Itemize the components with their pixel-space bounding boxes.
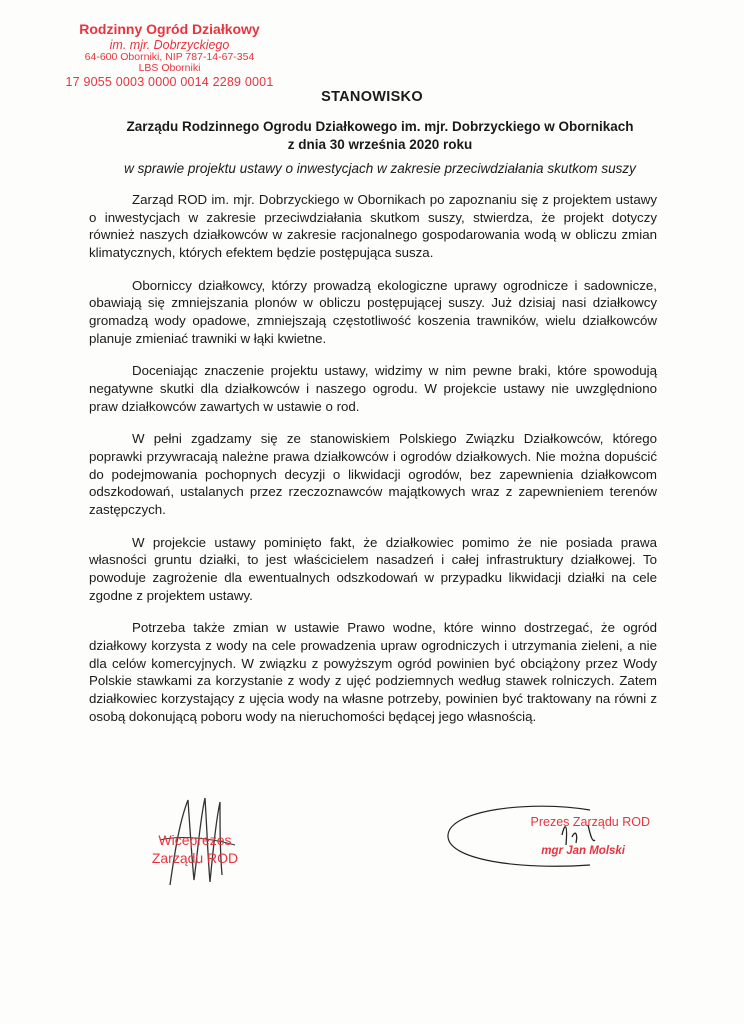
paragraph: Potrzeba także zmian w ustawie Prawo wodne, które winno dostrzegać, że ogród działkowy korzysta z wody na cele prowadzenia upraw ogrodniczych i utrzymania zieleni, a nie dla celów komercyjnych. W związku z powyższym ogród powinien być obciążony przez Wody Polskie stawkami za korzystanie z wody z ujęć podziemnych według stawek rolniczych. Zatem działkowiec korzystający z ujęcia wody na własne potrzeby, powinien być traktowany na równi z osobą dokonującą poboru wody na nieruchomości będącej jego własnością. [89,620,657,724]
stamp-bank: LBS Oborniki [138,62,201,75]
subtitle-line-1: Zarządu Rodzinnego Ogrodu Działkowego im. mjr. Dobrzyckiego w Obornikach [126,119,634,134]
paragraph: Doceniając znaczenie projektu ustawy, widzimy w nim pewne braki, które spowodują negatywne skutki dla działkowców i naszego ogrodu. W projekcie ustawy nie uwzględniono praw działkowców zawartych w ustawie o rod. [89,363,657,414]
stamp-address: 64-600 Oborniki, NIP 787-14-67-354 [84,50,255,63]
subtitle-line-2: z dnia 30 września 2020 roku [287,136,473,152]
vice-president-line-2: Zarządu ROD [151,849,239,866]
president-name: mgr Jan Molski [541,845,625,857]
paragraph: W pełni zgadzamy się ze stanowiskiem Polskiego Związku Działkowców, którego poprawki przywracają należne prawa działkowców i ogrodów działkowych. Nie można dopuścić do podejmowania pochopnych decyzji o likwidacji ogrodów, bez zapewnienia działkowcom odszkodowań, ustalanych przez rzeczoznawców majątkowych wraz z zapewnieniem terenów zastępczych. [89,431,657,518]
stamp-patron: im. mjr. Dobrzyckiego [109,37,230,52]
president-title: Prezes Zarządu ROD [530,815,650,829]
president-handwritten-signature [440,795,690,890]
paragraph: Zarząd ROD im. mjr. Dobrzyckiego w Obornikach po zapoznaniu się z projektem ustawy o inwestycjach w zakresie przeciwdziałania skutkom suszy, stwierdza, że projekt dotyczy również naszych działkowców w zakresie racjonalnego gospodarowania wodą w obliczu zmian klimatycznych, których efektem będzie postępująca susza. [89,192,657,261]
paragraph: W projekcie ustawy pominięto fakt, że działkowiec pomimo że nie posiada prawa własności gruntu działki, to jest właścicielem nasadzeń i całej infrastruktury działkowej. To powoduje zagrożenie dla ewentualnych odszkodowań w przypadku likwidacji działki na cele zgodne z projektem ustawy. [89,534,657,603]
stamp-org-name: Rodzinny Ogród Działkowy [79,21,260,37]
vice-president-signature-block [120,790,290,890]
document-subtitle [120,118,640,154]
organization-stamp [62,22,277,89]
vice-president-title [120,832,270,867]
vice-president-line-1: Wiceprezes [158,832,232,848]
document-body [89,191,657,740]
stamp-account-number: 17 9055 0003 0000 0014 2289 0001 [65,75,274,90]
document-title: STANOWISKO [321,89,423,105]
document-subject: w sprawie projektu ustawy o inwestycjach w zakresie przeciwdziałania skutkom suszy [124,161,636,176]
paragraph: Oborniccy działkowcy, którzy prowadzą ekologiczne uprawy ogrodnicze i sadownicze, obawiają się zmniejszania plonów w obliczu postępującej suszy. Już dzisiaj nasi działkowcy gromadzą wody opadowe, zmniejszają częstotliwość koszenia trawników, wielu działkowców planuje zmieniać trawniki w łąki kwietne. [89,277,657,346]
president-signature-block [440,795,690,890]
